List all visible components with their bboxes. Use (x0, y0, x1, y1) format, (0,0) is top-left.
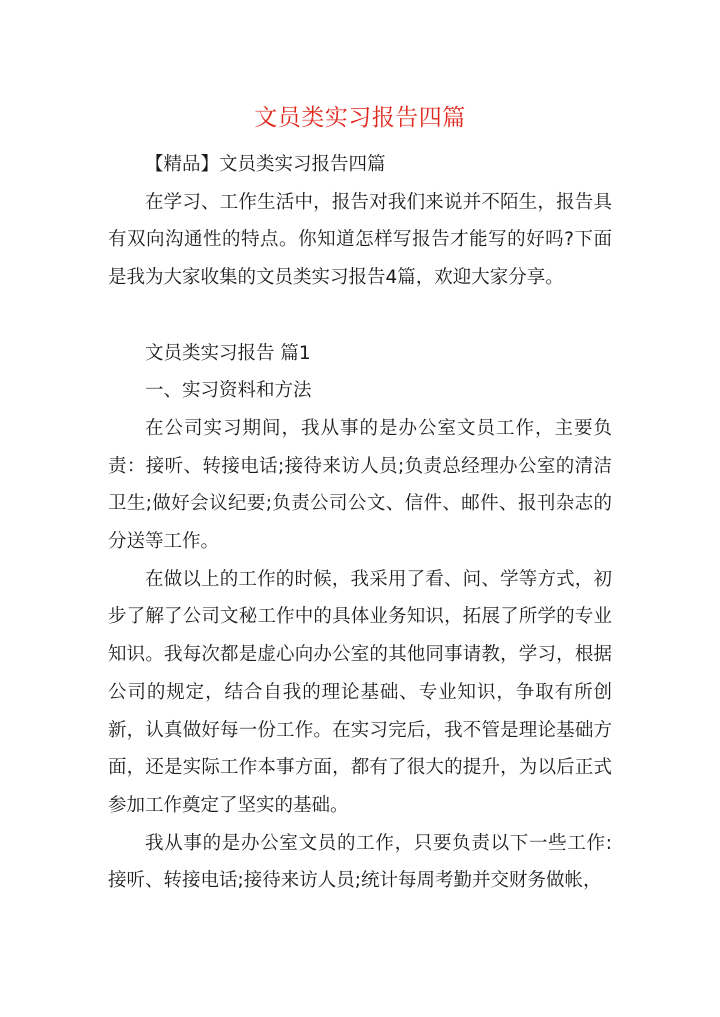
intro-paragraph: 在学习、工作生活中，报告对我们来说并不陌生，报告具有双向沟通性的特点。你知道怎样写报告才能写的好吗?下面是我为大家收集的文员类实习报告4篇，欢迎大家分享。 (108, 191, 612, 289)
document-body (108, 146, 612, 900)
subsection-heading: 一、实习资料和方法 (145, 380, 312, 402)
body-paragraph: 我从事的是办公室文员的工作，只要负责以下一些工作:接听、转接电话;接待来访人员;统计每周考勤并交财务做帐， (108, 832, 612, 892)
blank-line (108, 297, 612, 335)
subtitle-paragraph: 【精品】文员类实习报告四篇 (145, 154, 386, 175)
document-title: 文员类实习报告四篇 (254, 105, 466, 131)
section-heading: 文员类实习报告 篇1 (145, 342, 311, 364)
body-paragraph: 在做以上的工作的时候，我采用了看、问、学等方式，初步了解了公司文秘工作中的具体业务知识，拓展了所学的专业知识。我每次都是虚心向办公室的其他同事请教，学习，根据公司的规定，结合自我的理论基础、专业知识，争取有所创新，认真做好每一份工作。在实习完后，我不管是理论基础方面，还是实际工作本事方面，都有了很大的提升，为以后正式参加工作奠定了坚实的基础。 (108, 568, 612, 816)
body-paragraph: 在公司实习期间，我从事的是办公室文员工作，主要负责：接听、转接电话;接待来访人员;负责总经理办公室的清洁卫生;做好会议纪要;负责公司公文、信件、邮件、报刊杂志的分送等工作。 (108, 417, 612, 553)
